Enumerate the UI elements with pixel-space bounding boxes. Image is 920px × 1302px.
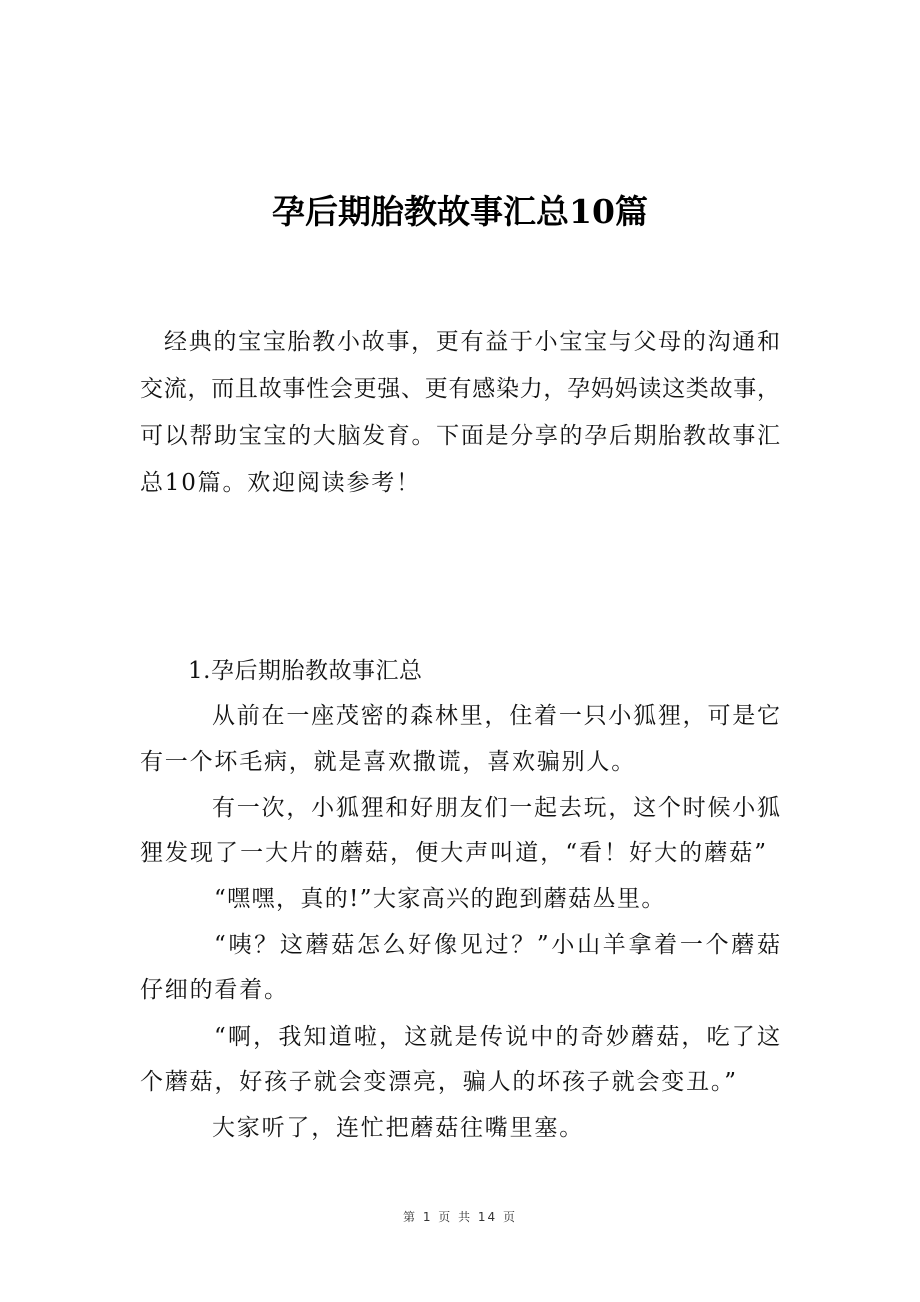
intro-line-4: 总10篇。欢迎阅读参考！ (140, 470, 421, 496)
story-line: “咦？这蘑菇怎么好像见过？”小山羊拿着一个蘑菇 (214, 932, 780, 958)
story-line: “啊，我知道啦，这就是传说中的奇妙蘑菇，吃了这 (214, 1024, 780, 1050)
document-title: 孕后期胎教故事汇总10篇 (272, 192, 648, 231)
page-footer (0, 1208, 920, 1226)
intro-line-2: 交流，而且故事性会更强、更有感染力，孕妈妈读这类故事， (140, 376, 780, 402)
story-line: 大家听了，连忙把蘑菇往嘴里塞。 (212, 1115, 584, 1141)
story-line: 有一次，小狐狸和好朋友们一起去玩，这个时候小狐 (212, 795, 780, 821)
story-line: “嘿嘿，真的!”大家高兴的跑到蘑菇丛里。 (214, 886, 666, 912)
story-line: 狸发现了一大片的蘑菇，便大声叫道，“看！好大的蘑菇” (140, 840, 766, 866)
story-line: 个蘑菇，好孩子就会变漂亮，骗人的坏孩子就会变丑。” (140, 1069, 736, 1095)
section-heading: 1.孕后期胎教故事汇总 (188, 658, 423, 684)
page-indicator: 第 1 页 共 14 页 (403, 1210, 517, 1224)
story-line: 从前在一座茂密的森林里，住着一只小狐狸，可是它 (212, 703, 780, 729)
story-line: 仔细的看着。 (140, 977, 289, 1003)
story-line: 有一个坏毛病，就是喜欢撒谎，喜欢骗别人。 (140, 749, 636, 775)
intro-line-3: 可以帮助宝宝的大脑发育。下面是分享的孕后期胎教故事汇 (140, 423, 780, 449)
intro-line-1: 经典的宝宝胎教小故事，更有益于小宝宝与父母的沟通和 (164, 329, 780, 355)
